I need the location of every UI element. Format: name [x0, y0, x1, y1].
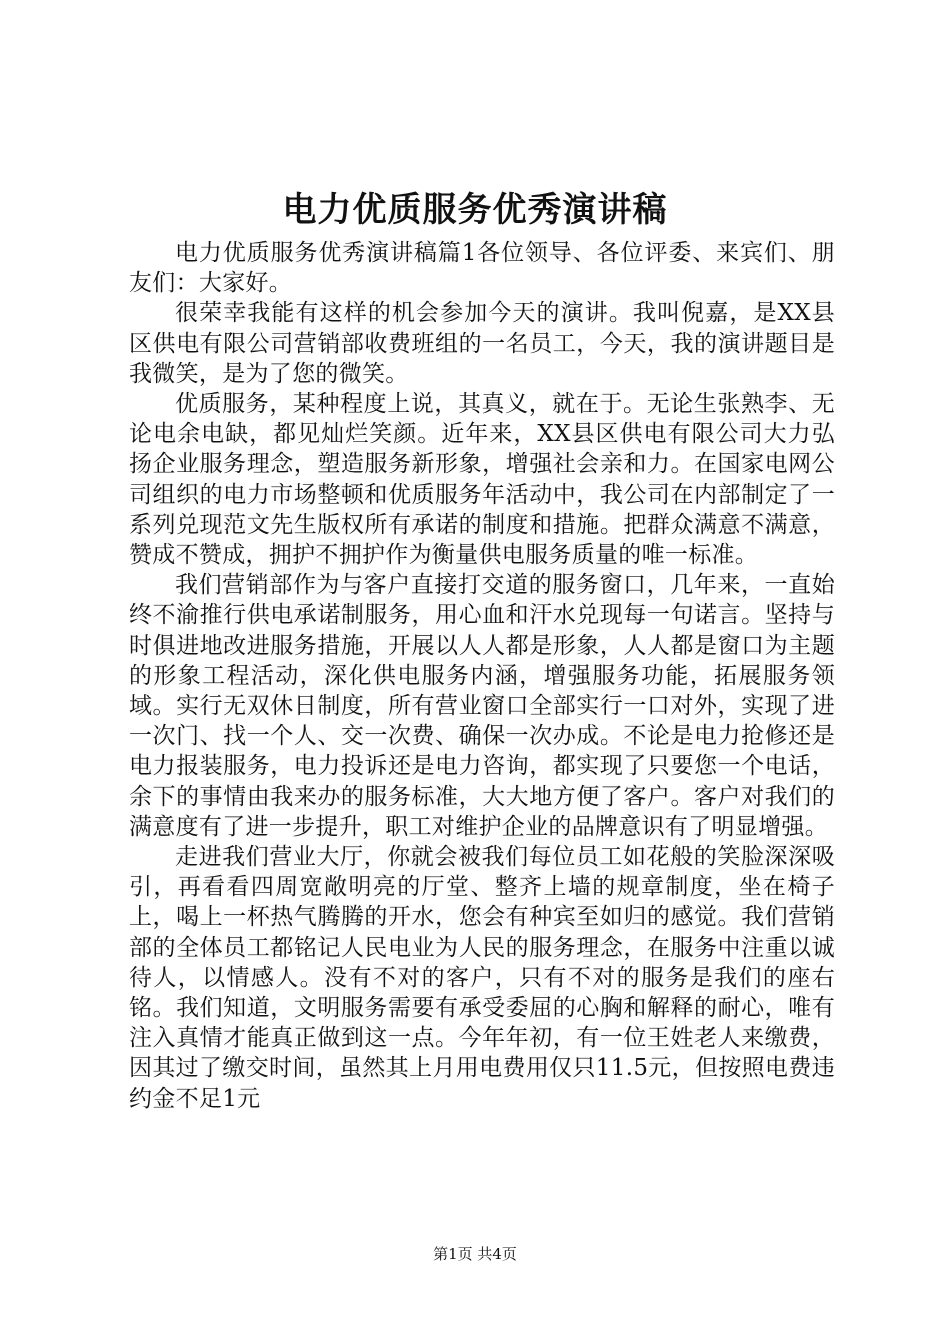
paragraph-2: 很荣幸我能有这样的机会参加今天的演讲。我叫倪嘉，是XX县区供电有限公司营销部收费班组的一名员工，今天，我的演讲题目是我微笑，是为了您的微笑。 — [129, 300, 835, 387]
paragraph-1: 电力优质服务优秀演讲稿篇1各位领导、各位评委、来宾们、朋友们：大家好。 — [129, 240, 835, 297]
paragraph-4: 我们营销部作为与客户直接打交道的服务窗口，几年来，一直始终不渝推行供电承诺制服务，用心血和汗水兑现每一句诺言。坚持与时俱进地改进服务措施，开展以人人都是形象，人人都是窗口为主题的形象工程活动，深化供电服务内涵，增强服务功能，拓展服务领域。实行无双休日制度，所有营业窗口全部实行一口对外，实现了进一次门、找一个人、交一次费、确保一次办成。不论是电力抢修还是电力报装服务，电力投诉还是电力咨询，都实现了只要您一个电话，余下的事情由我来办的服务标准，大大地方便了客户。客户对我们的满意度有了进一步提升，职工对维护企业的品牌意识有了明显增强。 — [129, 572, 835, 840]
paragraph-5: 走进我们营业大厅，你就会被我们每位员工如花般的笑脸深深吸引，再看看四周宽敞明亮的厅堂、整齐上墙的规章制度，坐在椅子上，喝上一杯热气腾腾的开水，您会有种宾至如归的感觉。我们营销部的全体员工都铭记人民电业为人民的服务理念，在服务中注重以诚待人，以情感人。没有不对的客户，只有不对的服务是我们的座右铭。我们知道，文明服务需要有承受委屈的心胸和解释的耐心，唯有注入真情才能真正做到这一点。今年年初，有一位王姓老人来缴费，因其过了缴交时间，虽然其上月用电费用仅只11.5元，但按照电费违约金不足1元 — [129, 844, 835, 1112]
paragraph-3: 优质服务，某种程度上说，其真义，就在于。无论生张熟李、无论电余电缺，都见灿烂笑颜。近年来，XX县区供电有限公司大力弘扬企业服务理念，塑造服务新形象，增强社会亲和力。在国家电网公司组织的电力市场整顿和优质服务年活动中，我公司在内部制定了一系列兑现范文先生版权所有承诺的制度和措施。把群众满意不满意，赞成不赞成，拥护不拥护作为衡量供电服务质量的唯一标准。 — [129, 391, 835, 569]
document-body — [129, 238, 835, 1114]
document-title: 电力优质服务优秀演讲稿 — [282, 190, 668, 230]
page-footer: 第1页 共4页 — [433, 1245, 517, 1263]
